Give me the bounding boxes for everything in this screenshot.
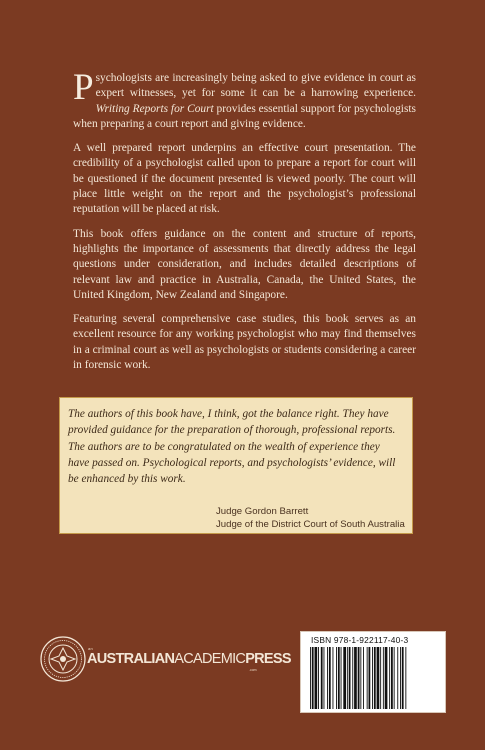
endorsement-quote: The authors of this book have, I think, got the balance right. They have provided guidance for the preparation of thorough, professional reports. The authors are to be congratulated on the wealth of experience they have passed on. Psychological reports, and psychologists’ evidence, will be enhanced by this work. (68, 408, 396, 486)
publisher-seal-icon (40, 636, 86, 682)
endorser-role: Judge of the District Court of South Australia (216, 519, 405, 530)
publisher-name-part-2: ACADEMIC (174, 651, 246, 667)
book-title-italic: Writing Reports for Court (95, 102, 214, 115)
blurb-p1-tail: provides essential support for psychologists when preparing a court report and giving evidence. (73, 102, 416, 130)
blurb-paragraph-2: A well prepared report underpins an effective court presentation. The credibility of a psychologist called upon to prepare a report for court will be questioned if the document presented is viewed poorly. The court will place little weight on the report and the psychologist’s professional reputation will be placed at risk. (73, 142, 416, 216)
publisher-logo (40, 636, 290, 684)
publisher-name (87, 651, 291, 667)
publisher-name-part-1: AUSTRALIAN (87, 651, 175, 667)
endorsement-box (59, 397, 413, 534)
barcode-icon (308, 647, 440, 709)
publisher-name-part-3: PRESS (245, 651, 291, 667)
endorsement-attribution (216, 505, 405, 531)
endorser-name: Judge Gordon Barrett (216, 506, 309, 517)
blurb-p1-lead: sychologists are increasingly being asked to give evidence in court as expert witnesses, yet for some it can be a harrowing experience. (95, 72, 416, 100)
isbn-label: ISBN 978-1-922117-40-3 (311, 635, 409, 645)
blurb-paragraph-1 (73, 67, 416, 132)
drop-cap: P (73, 67, 94, 108)
publisher-small-label: an (88, 646, 94, 651)
publisher-url: .com (249, 668, 257, 672)
back-cover-blurb (73, 67, 416, 382)
blurb-paragraph-3: This book offers guidance on the content and structure of reports, highlights the importance of assessments that directly address the legal questions under consideration, and includes detailed descriptions of relevant law and practice in Australia, Canada, the United States, the United Kingdom, New Zealand and Singapore. (73, 227, 416, 301)
isbn-barcode (300, 631, 446, 713)
blurb-paragraph-4: Featuring several comprehensive case studies, this book serves as an excellent resource for any working psychologist who may find themselves in a criminal court as well as psychologists or students considering a career in forensic work. (73, 313, 416, 372)
